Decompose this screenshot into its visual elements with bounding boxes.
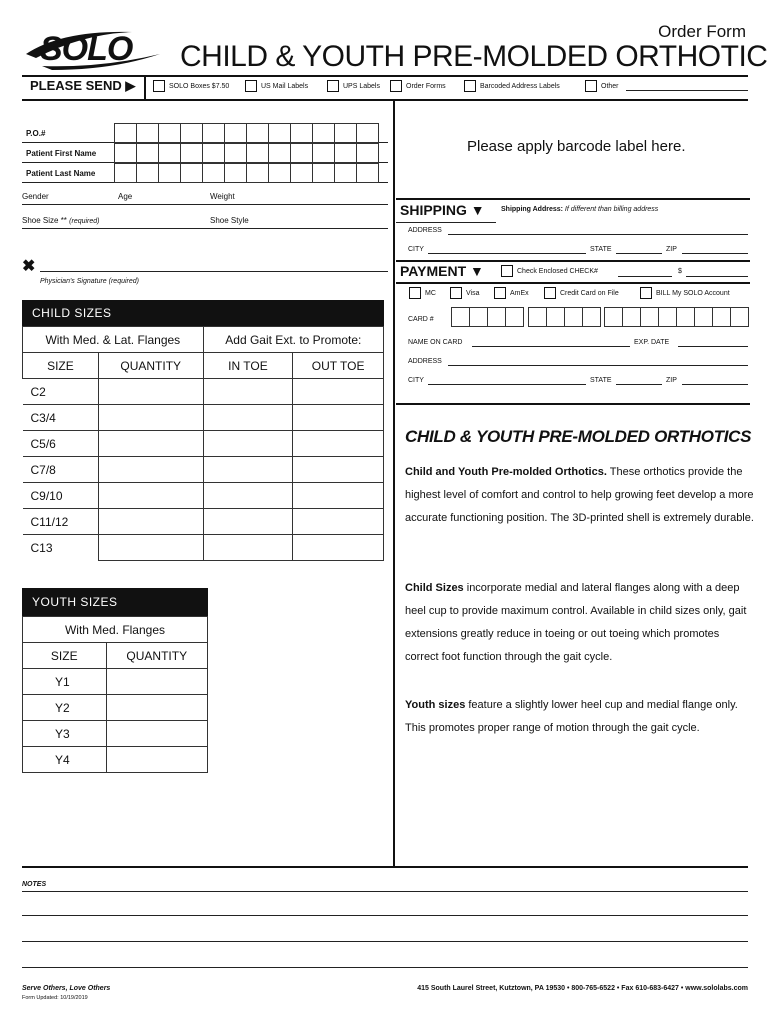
notes-line-3[interactable]: [22, 941, 748, 942]
card-option-checkbox-1[interactable]: [409, 287, 421, 299]
shipping-title: SHIPPING ▼: [400, 202, 485, 218]
grid-cell[interactable]: [334, 163, 357, 183]
grid-cell[interactable]: [268, 123, 291, 143]
youth-size-row: [23, 721, 208, 747]
child-out-toe-field[interactable]: [293, 431, 384, 457]
child-size-row: [23, 431, 384, 457]
youth-col-qty: QUANTITY: [106, 643, 207, 669]
send-option-checkbox-6[interactable]: [585, 80, 597, 92]
child-in-toe-field[interactable]: [203, 405, 293, 431]
ship-state-field[interactable]: [616, 253, 662, 254]
first-name-label: Patient First Name: [26, 149, 97, 158]
grid-cell[interactable]: [312, 143, 335, 163]
grid-cell[interactable]: [356, 163, 379, 183]
weight-label: Weight: [210, 192, 235, 201]
logo: [22, 24, 164, 70]
child-qty-field[interactable]: [98, 457, 203, 483]
shipping-note: Shipping Address: If different than billing address: [501, 206, 659, 213]
ship-city-field[interactable]: [428, 253, 586, 254]
child-size-cell: C5/6: [23, 431, 99, 457]
please-send-label: PLEASE SEND ▶: [30, 78, 136, 93]
youth-col-size: SIZE: [23, 643, 107, 669]
child-size-row: [23, 405, 384, 431]
child-in-toe-field[interactable]: [203, 535, 293, 561]
send-option-label: US Mail Labels: [261, 83, 309, 90]
barcode-area-text: Please apply barcode label here.: [467, 138, 686, 155]
child-in-toe-field[interactable]: [203, 509, 293, 535]
pay-state-label: STATE: [590, 377, 612, 384]
send-option-checkbox-4[interactable]: [390, 80, 402, 92]
grid-cell[interactable]: [312, 163, 335, 183]
card-digit-cell[interactable]: [564, 307, 583, 327]
footer-updated: Form Updated: 10/19/2019: [22, 995, 88, 1001]
card-digit-cell[interactable]: [604, 307, 623, 327]
amount-field[interactable]: [686, 276, 748, 277]
card-digit-cell[interactable]: [546, 307, 565, 327]
ship-state-label: STATE: [590, 246, 612, 253]
child-out-toe-field[interactable]: [293, 457, 384, 483]
shoe-style-label: Shoe Style: [210, 216, 249, 225]
grid-cell[interactable]: [334, 143, 357, 163]
exp-date-field[interactable]: [678, 346, 748, 347]
grid-cell[interactable]: [202, 143, 225, 163]
dollar-label: $: [678, 268, 682, 275]
child-col-qty: QUANTITY: [98, 353, 203, 379]
child-qty-field[interactable]: [98, 509, 203, 535]
child-qty-field[interactable]: [98, 379, 203, 405]
child-group1-header: With Med. & Lat. Flanges: [23, 327, 204, 353]
youth-size-row: [23, 695, 208, 721]
grid-cell[interactable]: [312, 123, 335, 143]
pay-city-field[interactable]: [428, 384, 586, 385]
send-option-label: SOLO Boxes $7.50: [169, 83, 230, 90]
grid-cell[interactable]: [114, 163, 137, 183]
logo-text: SOLO: [40, 30, 133, 68]
grid-cell[interactable]: [180, 163, 203, 183]
child-in-toe-field[interactable]: [203, 483, 293, 509]
age-label: Age: [118, 192, 133, 201]
notes-line-2[interactable]: [22, 915, 748, 916]
child-col-in-toe: IN TOE: [203, 353, 293, 379]
grid-cell[interactable]: [180, 123, 203, 143]
po-label: P.O.#: [26, 129, 46, 138]
child-size-row: [23, 535, 384, 561]
child-out-toe-field[interactable]: [293, 535, 384, 561]
notes-line-1[interactable]: [22, 891, 748, 892]
footer-contact: 415 South Laurel Street, Kutztown, PA 19530 • 800-765-6522 • Fax 610-683-6427 • www.sololabs.com: [417, 985, 748, 992]
notes-label: NOTES: [22, 881, 47, 888]
grid-cell[interactable]: [334, 123, 357, 143]
po-field[interactable]: [114, 123, 379, 143]
pay-address-field[interactable]: [448, 365, 748, 366]
child-col-out-toe: OUT TOE: [293, 353, 384, 379]
shoe-size-label: Shoe Size ** (required): [22, 216, 100, 225]
card-digit-cell[interactable]: [582, 307, 601, 327]
send-option-label: Order Forms: [406, 83, 446, 90]
card-option-label: BILL My SOLO Account: [656, 290, 730, 297]
card-digit-cell[interactable]: [694, 307, 713, 327]
child-size-cell: C13: [23, 535, 99, 561]
youth-group1-header: With Med. Flanges: [23, 617, 208, 643]
grid-cell[interactable]: [224, 143, 247, 163]
first-name-field[interactable]: [114, 143, 379, 163]
grid-cell[interactable]: [356, 143, 379, 163]
send-option-label: Barcoded Address Labels: [480, 83, 560, 90]
child-qty-field[interactable]: [98, 483, 203, 509]
child-sizes-header: CHILD SIZES: [22, 300, 384, 326]
card-digit-cell[interactable]: [730, 307, 749, 327]
card-digit-cell[interactable]: [451, 307, 470, 327]
child-qty-field[interactable]: [98, 405, 203, 431]
child-qty-field[interactable]: [98, 535, 203, 561]
ship-address-field[interactable]: [448, 234, 748, 235]
send-option-checkbox-2[interactable]: [245, 80, 257, 92]
youth-qty-field[interactable]: [106, 747, 207, 773]
child-size-row: [23, 483, 384, 509]
check-enclosed-label: Check Enclosed CHECK#: [517, 268, 598, 275]
card-digit-cell[interactable]: [676, 307, 695, 327]
child-out-toe-field[interactable]: [293, 509, 384, 535]
card-digit-cell[interactable]: [712, 307, 731, 327]
youth-size-row: [23, 669, 208, 695]
card-digit-cell[interactable]: [658, 307, 677, 327]
child-size-cell: C11/12: [23, 509, 99, 535]
description-p2: Child Sizes incorporate medial and lateral flanges along with a deep heel cup to provide maximum control. Available in child sizes only, gait extensions greatly reduce in toeing or out toeing which promotes correct foot function through the gait cycle.: [405, 582, 747, 663]
youth-size-cell: Y3: [23, 721, 107, 747]
footer-slogan: Serve Others, Love Others: [22, 985, 111, 992]
ship-address-label: ADDRESS: [408, 227, 442, 234]
ship-city-label: CITY: [408, 246, 424, 253]
grid-cell[interactable]: [114, 143, 137, 163]
pay-zip-label: ZIP: [666, 377, 677, 384]
pay-city-label: CITY: [408, 377, 424, 384]
youth-qty-field[interactable]: [106, 669, 207, 695]
youth-qty-field[interactable]: [106, 695, 207, 721]
grid-cell[interactable]: [268, 143, 291, 163]
check-enclosed-checkbox[interactable]: [501, 265, 513, 277]
grid-cell[interactable]: [158, 143, 181, 163]
card-option-checkbox-3[interactable]: [494, 287, 506, 299]
card-option-label: Visa: [466, 290, 480, 297]
card-digit-cell[interactable]: [505, 307, 524, 327]
exp-date-label: EXP. DATE: [634, 339, 670, 346]
child-sizes-table: [22, 326, 384, 561]
grid-cell[interactable]: [136, 123, 159, 143]
description-p3: Youth sizes feature a slightly lower heel cup and medial flange only. This promotes proper range of motion through the gait cycle.: [405, 699, 738, 734]
grid-cell[interactable]: [356, 123, 379, 143]
card-option-checkbox-5[interactable]: [640, 287, 652, 299]
grid-cell[interactable]: [224, 163, 247, 183]
child-size-cell: C7/8: [23, 457, 99, 483]
child-size-cell: C3/4: [23, 405, 99, 431]
grid-cell[interactable]: [136, 163, 159, 183]
grid-cell[interactable]: [136, 143, 159, 163]
send-option-checkbox-1[interactable]: [153, 80, 165, 92]
child-size-cell: C2: [23, 379, 99, 405]
grid-cell[interactable]: [180, 143, 203, 163]
check-number-field[interactable]: [618, 276, 672, 277]
card-option-label: Credit Card on File: [560, 290, 619, 297]
notes-line-4[interactable]: [22, 967, 748, 968]
other-field[interactable]: [626, 90, 748, 91]
card-digit-cell[interactable]: [622, 307, 641, 327]
ship-zip-label: ZIP: [666, 246, 677, 253]
gender-label: Gender: [22, 192, 49, 201]
grid-cell[interactable]: [202, 163, 225, 183]
signature-label: Physician's Signature (required): [40, 278, 139, 285]
grid-cell[interactable]: [290, 123, 313, 143]
grid-cell[interactable]: [290, 143, 313, 163]
description-heading: CHILD & YOUTH PRE-MOLDED ORTHOTICS: [405, 427, 752, 446]
youth-size-cell: Y1: [23, 669, 107, 695]
name-on-card-label: NAME ON CARD: [408, 339, 463, 346]
child-size-row: [23, 457, 384, 483]
pay-address-label: ADDRESS: [408, 358, 442, 365]
grid-cell[interactable]: [246, 123, 269, 143]
child-group2-header: Add Gait Ext. to Promote:: [203, 327, 383, 353]
send-option-checkbox-3[interactable]: [327, 80, 339, 92]
child-qty-field[interactable]: [98, 431, 203, 457]
child-out-toe-field[interactable]: [293, 405, 384, 431]
youth-size-cell: Y2: [23, 695, 107, 721]
youth-sizes-header: YOUTH SIZES: [22, 588, 208, 616]
gender-field[interactable]: [22, 204, 388, 205]
description-p1: Child and Youth Pre-molded Orthotics. These orthotics provide the highest level of comfort and control to help growing feet develop a more accurate functioning position. The 3D-printed shell is extremely durable.: [405, 466, 754, 524]
child-in-toe-field[interactable]: [203, 431, 293, 457]
send-option-label: Other: [601, 83, 619, 90]
last-name-field[interactable]: [114, 163, 379, 183]
grid-cell[interactable]: [268, 163, 291, 183]
card-option-checkbox-2[interactable]: [450, 287, 462, 299]
grid-cell[interactable]: [224, 123, 247, 143]
youth-size-row: [23, 747, 208, 773]
card-digit-cell[interactable]: [640, 307, 659, 327]
child-out-toe-field[interactable]: [293, 483, 384, 509]
child-in-toe-field[interactable]: [203, 457, 293, 483]
grid-cell[interactable]: [246, 163, 269, 183]
card-option-label: AmEx: [510, 290, 529, 297]
grid-cell[interactable]: [246, 143, 269, 163]
page-title: CHILD & YOUTH PRE-MOLDED ORTHOTIC: [180, 40, 768, 73]
ship-zip-field[interactable]: [682, 253, 748, 254]
card-option-label: MC: [425, 290, 436, 297]
pay-state-field[interactable]: [616, 384, 662, 385]
card-digit-cell[interactable]: [487, 307, 506, 327]
form-label: Order Form: [658, 22, 746, 41]
grid-cell[interactable]: [290, 163, 313, 183]
signature-x-icon: ✖: [22, 258, 36, 275]
grid-cell[interactable]: [114, 123, 137, 143]
name-on-card-field[interactable]: [472, 346, 630, 347]
card-number-label: CARD #: [408, 316, 434, 323]
pay-zip-field[interactable]: [682, 384, 748, 385]
signature-field[interactable]: [40, 271, 388, 272]
card-option-checkbox-4[interactable]: [544, 287, 556, 299]
card-digit-cell[interactable]: [469, 307, 488, 327]
youth-qty-field[interactable]: [106, 721, 207, 747]
shoe-size-field[interactable]: [22, 228, 388, 229]
child-size-row: [23, 509, 384, 535]
child-size-row: [23, 379, 384, 405]
grid-cell[interactable]: [202, 123, 225, 143]
youth-sizes-table: [22, 616, 208, 773]
child-out-toe-field[interactable]: [293, 379, 384, 405]
youth-size-cell: Y4: [23, 747, 107, 773]
card-digit-cell[interactable]: [528, 307, 547, 327]
grid-cell[interactable]: [158, 123, 181, 143]
payment-title: PAYMENT ▼: [400, 263, 484, 279]
grid-cell[interactable]: [158, 163, 181, 183]
send-option-checkbox-5[interactable]: [464, 80, 476, 92]
send-option-label: UPS Labels: [343, 83, 380, 90]
child-col-size: SIZE: [23, 353, 99, 379]
child-size-cell: C9/10: [23, 483, 99, 509]
last-name-label: Patient Last Name: [26, 169, 96, 178]
child-in-toe-field[interactable]: [203, 379, 293, 405]
